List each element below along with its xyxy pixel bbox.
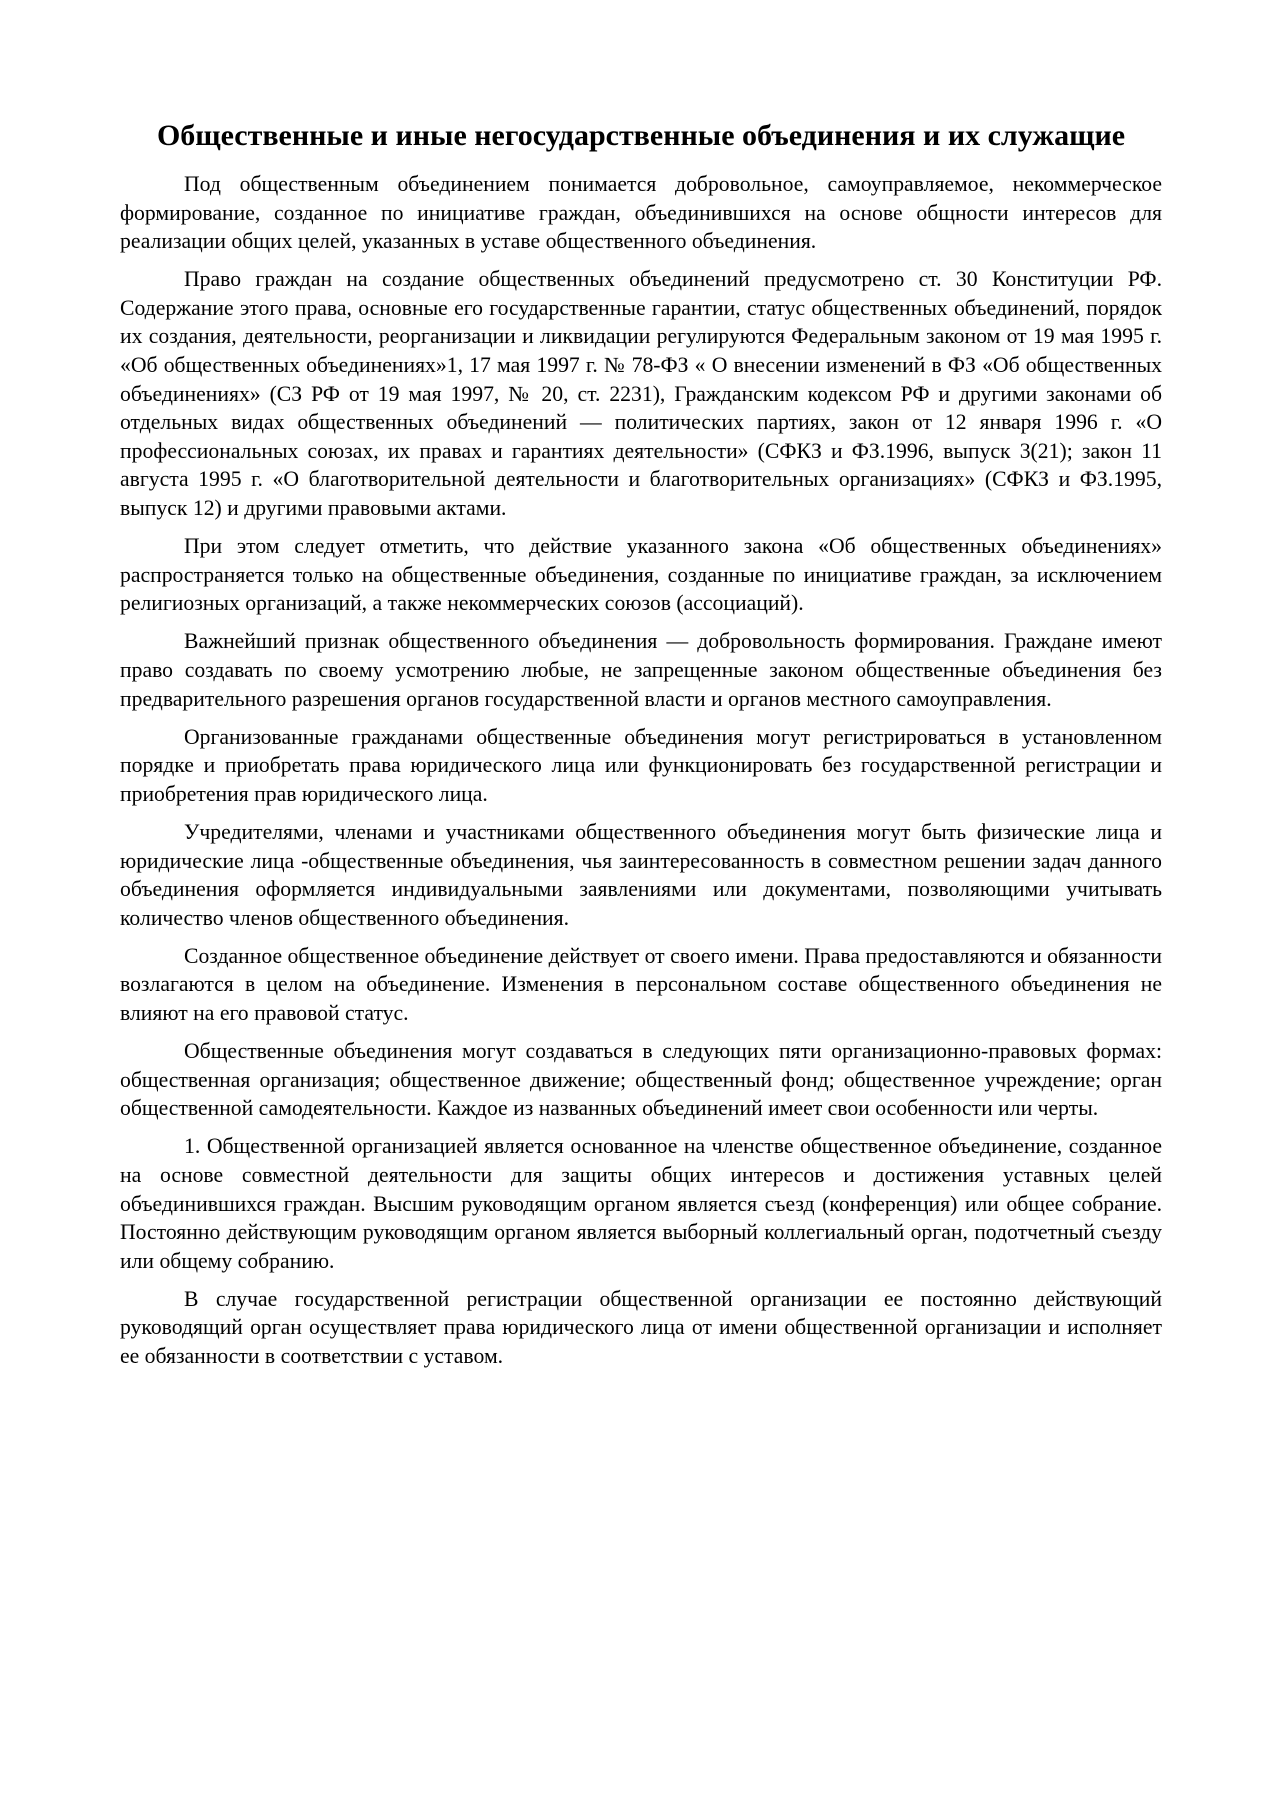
paragraph: Право граждан на создание общественных объединений предусмотрено ст. 30 Конституции РФ. Содержание этого права, основные его государственные гарантии, статус общественных объединений, порядок их создания, деятельности, реорганизации и ликвидации регулируются Федеральным законом от 19 мая 1995 г. «Об общественных объединениях»1, 17 мая 1997 г. № 78-ФЗ « О внесении изменений в ФЗ «Об общественных объединениях» (СЗ РФ от 19 мая 1997, № 20, ст. 2231), Гражданским кодексом РФ и другими законами об отдельных видах общественных объединений — политических партиях, закон от 12 января 1996 г. «О профессиональных союзах, их правах и гарантиях деятельности» (СФКЗ и ФЗ.1996, выпуск 3(21); закон 11 августа 1995 г. «О благотворительной деятельности и благотворительных организациях» (СФКЗ и ФЗ.1995, выпуск 12) и другими правовыми актами. (120, 267, 1162, 521)
paragraph: Учредителями, членами и участниками общественного объединения могут быть физические лица и юридические лица -общественные объединения, чья заинтересованность в совместном решении задач данного объединения оформляется индивидуальными заявлениями или документами, позволяющими учитывать количество членов общественного объединения. (120, 819, 1162, 930)
paragraph: При этом следует отметить, что действие указанного закона «Об общественных объединениях» распространяется только на общественные объединения, созданные по инициативе граждан, за исключением религиозных организаций, а также некоммерческих союзов (ассоциаций). (120, 534, 1162, 616)
paragraph: Общественные объединения могут создаваться в следующих пяти организационно-правовых формах: общественная организация; общественное движение; общественный фонд; общественное учреждение; орган общественной самодеятельности. Каждое из названных объединений имеет свои особенности или черты. (120, 1039, 1162, 1121)
paragraph: В случае государственной регистрации общественной организации ее постоянно действующий руководящий орган осуществляет права юридического лица от имени общественной организации и исполняет ее обязанности в соответствии с уставом. (120, 1286, 1162, 1369)
paragraph: Организованные гражданами общественные объединения могут регистрироваться в установленном порядке и приобретать права юридического лица или функционировать без государственной регистрации и приобретения прав юридического лица. (120, 724, 1162, 806)
document-title: Общественные и иные негосударственные объединения и их служащие (156, 119, 1126, 152)
paragraph: Важнейший признак общественного объединения — добровольность формирования. Граждане имеют право создавать по своему усмотрению любые, не запрещенные законом общественные объединения без предварительного разрешения органов государственной власти и органов местного самоуправления. (120, 629, 1162, 711)
paragraph: Созданное общественное объединение действует от своего имени. Права предоставляются и обязанности возлагаются в целом на объединение. Изменения в персональном составе общественного объединения не влияют на его правовой статус. (120, 943, 1162, 1026)
document-body (120, 118, 1162, 1380)
paragraph: 1. Общественной организацией является основанное на членстве общественное объединение, созданное на основе совместной деятельности для защиты общих интересов и достижения уставных целей объединившихся граждан. Высшим руководящим органом является съезд (конференция) или общее собрание. Постоянно действующим руководящим органом является выборный коллегиальный орган, подотчетный съезду или общему собранию. (120, 1134, 1162, 1273)
paragraph: Под общественным объединением понимается добровольное, самоуправляемое, некоммерческое формирование, созданное по инициативе граждан, объединившихся на основе общности интересов для реализации общих целей, указанных в уставе общественного объединения. (120, 172, 1162, 254)
